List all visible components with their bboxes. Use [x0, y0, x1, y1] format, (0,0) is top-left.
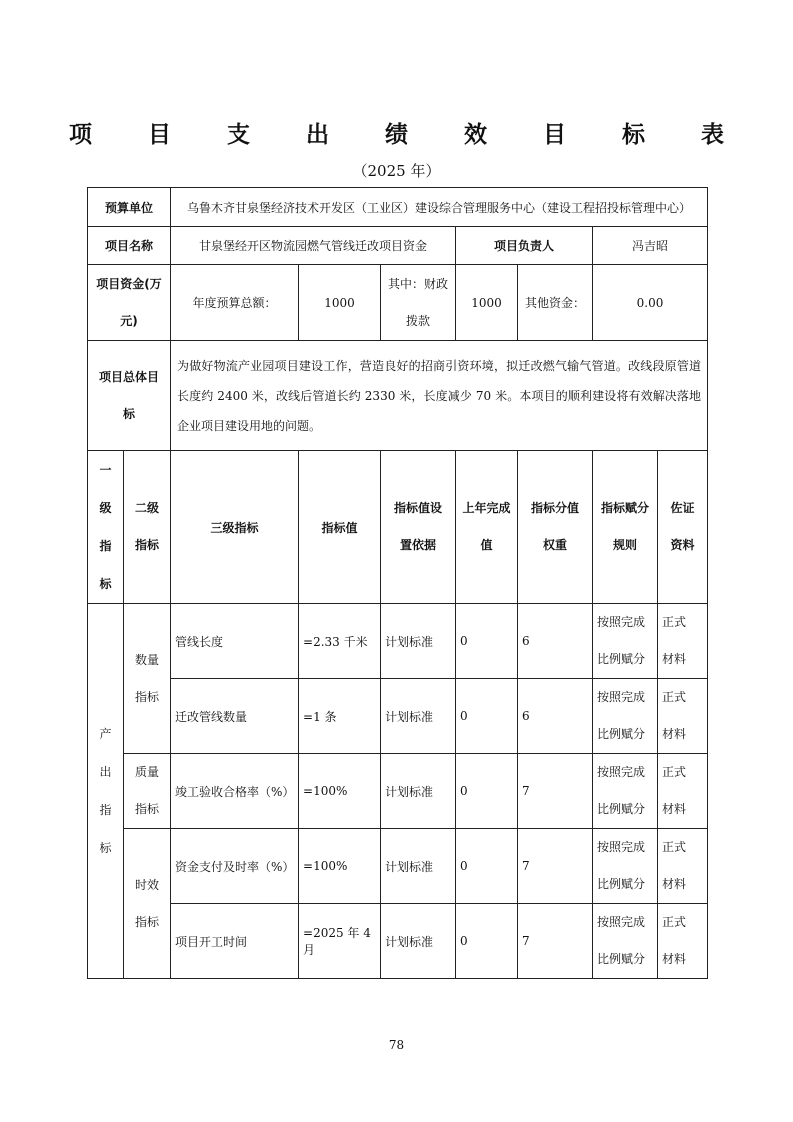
- header-level1-char: 级: [99, 501, 112, 515]
- group-quantity-line1: 数量: [135, 652, 160, 667]
- indicator-basis: 计划标准: [381, 604, 456, 679]
- evidence-line2: 材料: [662, 952, 687, 966]
- project-name-row: [88, 227, 708, 265]
- indicator-value: =1 条: [299, 679, 381, 754]
- indicator-scoring-rule: [593, 604, 658, 679]
- overall-goal-label-line1: 项目总体目: [99, 369, 160, 384]
- project-lead-value: 冯吉昭: [593, 227, 708, 265]
- annual-budget-label: 年度预算总额：: [171, 265, 299, 341]
- table-row: [88, 604, 708, 679]
- header-basis-line1: 指标值设: [394, 501, 443, 515]
- indicator-weight: 7: [518, 754, 593, 829]
- indicator-basis: 计划标准: [381, 829, 456, 904]
- header-level1: [88, 451, 124, 604]
- fiscal-funds-label: [381, 265, 456, 341]
- table-row: [88, 904, 708, 979]
- indicator-evidence: [658, 679, 708, 754]
- header-scoring-line1: 指标赋分: [601, 501, 650, 515]
- header-level1-char: 指: [99, 539, 112, 553]
- indicator-value: =100%: [299, 829, 381, 904]
- fiscal-funds-label-line2: 拨款: [406, 313, 431, 328]
- indicator-value: =100%: [299, 754, 381, 829]
- overall-goal-row: [88, 341, 708, 451]
- group-quality-line2: 指标: [135, 802, 160, 816]
- header-last-year: [456, 451, 518, 604]
- group-timeliness-line2: 指标: [135, 914, 160, 929]
- evidence-line2: 材料: [662, 727, 687, 741]
- table-row: [88, 829, 708, 904]
- evidence-line2: 材料: [662, 802, 687, 816]
- header-scoring: [593, 451, 658, 604]
- annual-budget-value: 1000: [299, 265, 381, 341]
- header-level1-char: 一: [99, 463, 112, 477]
- fiscal-funds-label-line1: 其中：财政: [388, 276, 449, 291]
- project-funds-label-line1: 项目资金(万: [96, 276, 162, 291]
- scoring-rule-line2: 比例赋分: [597, 952, 646, 966]
- indicator-header-row: [88, 451, 708, 604]
- indicator-basis: 计划标准: [381, 904, 456, 979]
- header-last-year-line2: 值: [480, 538, 493, 552]
- header-level3: 三级指标: [171, 451, 299, 604]
- project-funds-row: [88, 265, 708, 341]
- project-funds-label: [88, 265, 171, 341]
- budget-unit-label: 预算单位: [88, 188, 171, 227]
- indicator-weight: 6: [518, 604, 593, 679]
- evidence-line1: 正式: [662, 840, 687, 854]
- group-quality-line1: 质量: [135, 765, 160, 779]
- fiscal-funds-value: 1000: [456, 265, 518, 341]
- group-quantity-cell: [124, 604, 171, 754]
- level1-output-char: 标: [99, 841, 112, 855]
- overall-goal-label: [88, 341, 171, 451]
- evidence-line1: 正式: [662, 765, 687, 779]
- level1-output-char: 产: [99, 727, 112, 741]
- indicator-evidence: [658, 754, 708, 829]
- group-quality-cell: [124, 754, 171, 829]
- header-basis-line2: 置依据: [400, 538, 437, 552]
- project-name-label: 项目名称: [88, 227, 171, 265]
- header-basis: [381, 451, 456, 604]
- header-level2: [124, 451, 171, 604]
- group-quantity-line2: 指标: [135, 689, 160, 704]
- scoring-rule-line2: 比例赋分: [597, 727, 646, 741]
- indicator-scoring-rule: [593, 904, 658, 979]
- header-evidence: [658, 451, 708, 604]
- project-funds-label-line2: 元): [120, 313, 138, 328]
- indicator-last-year: 0: [456, 904, 518, 979]
- header-weight-line2: 权重: [543, 538, 568, 552]
- indicator-value: =2025 年 4 月: [299, 904, 381, 979]
- indicator-scoring-rule: [593, 829, 658, 904]
- indicator-name: 管线长度: [171, 604, 299, 679]
- other-funds-label: 其他资金：: [518, 265, 593, 341]
- level1-output-char: 出: [99, 765, 112, 779]
- header-indicator-value: 指标值: [299, 451, 381, 604]
- indicator-evidence: [658, 829, 708, 904]
- scoring-rule-line2: 比例赋分: [597, 877, 646, 891]
- indicator-value: =2.33 千米: [299, 604, 381, 679]
- header-last-year-line1: 上年完成: [462, 501, 511, 515]
- budget-unit-row: [88, 188, 708, 227]
- indicator-last-year: 0: [456, 829, 518, 904]
- scoring-rule-line1: 按照完成: [597, 915, 646, 929]
- overall-goal-text: 为做好物流产业园项目建设工作，营造良好的招商引资环境，拟迁改燃气输气管道。改线段原管道长度约 2400 米，改线后管道长约 2330 米，长度减少 70 米。本项目的顺利建设将有效解决落地企业项目建设用地的问题。: [171, 341, 708, 451]
- indicator-name: 资金支付及时率（%）: [171, 829, 299, 904]
- header-level2-line1: 二级: [135, 501, 160, 515]
- indicator-weight: 7: [518, 829, 593, 904]
- indicator-last-year: 0: [456, 679, 518, 754]
- indicator-weight: 6: [518, 679, 593, 754]
- project-name-value: 甘泉堡经开区物流园燃气管线迁改项目资金: [171, 227, 456, 265]
- group-timeliness-cell: [124, 829, 171, 979]
- indicator-scoring-rule: [593, 679, 658, 754]
- evidence-line1: 正式: [662, 690, 687, 704]
- overall-goal-label-line2: 标: [123, 406, 136, 421]
- page-title: 项 目 支 出 绩 效 目 标 表: [68, 122, 749, 148]
- level1-output-char: 指: [99, 803, 112, 817]
- scoring-rule-line1: 按照完成: [597, 765, 646, 779]
- evidence-line2: 材料: [662, 652, 687, 666]
- evidence-line2: 材料: [662, 877, 687, 891]
- header-scoring-line2: 规则: [613, 538, 638, 552]
- performance-target-table: [87, 187, 708, 979]
- scoring-rule-line1: 按照完成: [597, 840, 646, 854]
- evidence-line1: 正式: [662, 615, 687, 629]
- budget-unit-value: 乌鲁木齐甘泉堡经济技术开发区（工业区）建设综合管理服务中心（建设工程招投标管理中心）: [171, 188, 708, 227]
- scoring-rule-line1: 按照完成: [597, 690, 646, 704]
- indicator-last-year: 0: [456, 604, 518, 679]
- indicator-basis: 计划标准: [381, 754, 456, 829]
- indicator-basis: 计划标准: [381, 679, 456, 754]
- indicator-name: 项目开工时间: [171, 904, 299, 979]
- scoring-rule-line2: 比例赋分: [597, 802, 646, 816]
- indicator-name: 竣工验收合格率（%）: [171, 754, 299, 829]
- group-timeliness-line1: 时效: [135, 877, 160, 892]
- scoring-rule-line1: 按照完成: [597, 615, 646, 629]
- scoring-rule-line2: 比例赋分: [597, 652, 646, 666]
- header-level1-char: 标: [99, 577, 112, 591]
- indicator-scoring-rule: [593, 754, 658, 829]
- indicator-evidence: [658, 904, 708, 979]
- header-evidence-line2: 资料: [670, 538, 695, 552]
- evidence-line1: 正式: [662, 915, 687, 929]
- indicator-weight: 7: [518, 904, 593, 979]
- indicator-last-year: 0: [456, 754, 518, 829]
- indicator-evidence: [658, 604, 708, 679]
- header-weight: [518, 451, 593, 604]
- table-row: [88, 679, 708, 754]
- level1-output-cell: [88, 604, 124, 979]
- project-lead-label: 项目负责人: [456, 227, 593, 265]
- header-weight-line1: 指标分值: [531, 501, 580, 515]
- other-funds-value: 0.00: [593, 265, 708, 341]
- year-subtitle: （2025 年）: [352, 162, 441, 180]
- header-level2-line2: 指标: [135, 538, 160, 552]
- indicator-name: 迁改管线数量: [171, 679, 299, 754]
- page-number: 78: [388, 1038, 405, 1052]
- table-row: [88, 754, 708, 829]
- header-evidence-line1: 佐证: [670, 501, 695, 515]
